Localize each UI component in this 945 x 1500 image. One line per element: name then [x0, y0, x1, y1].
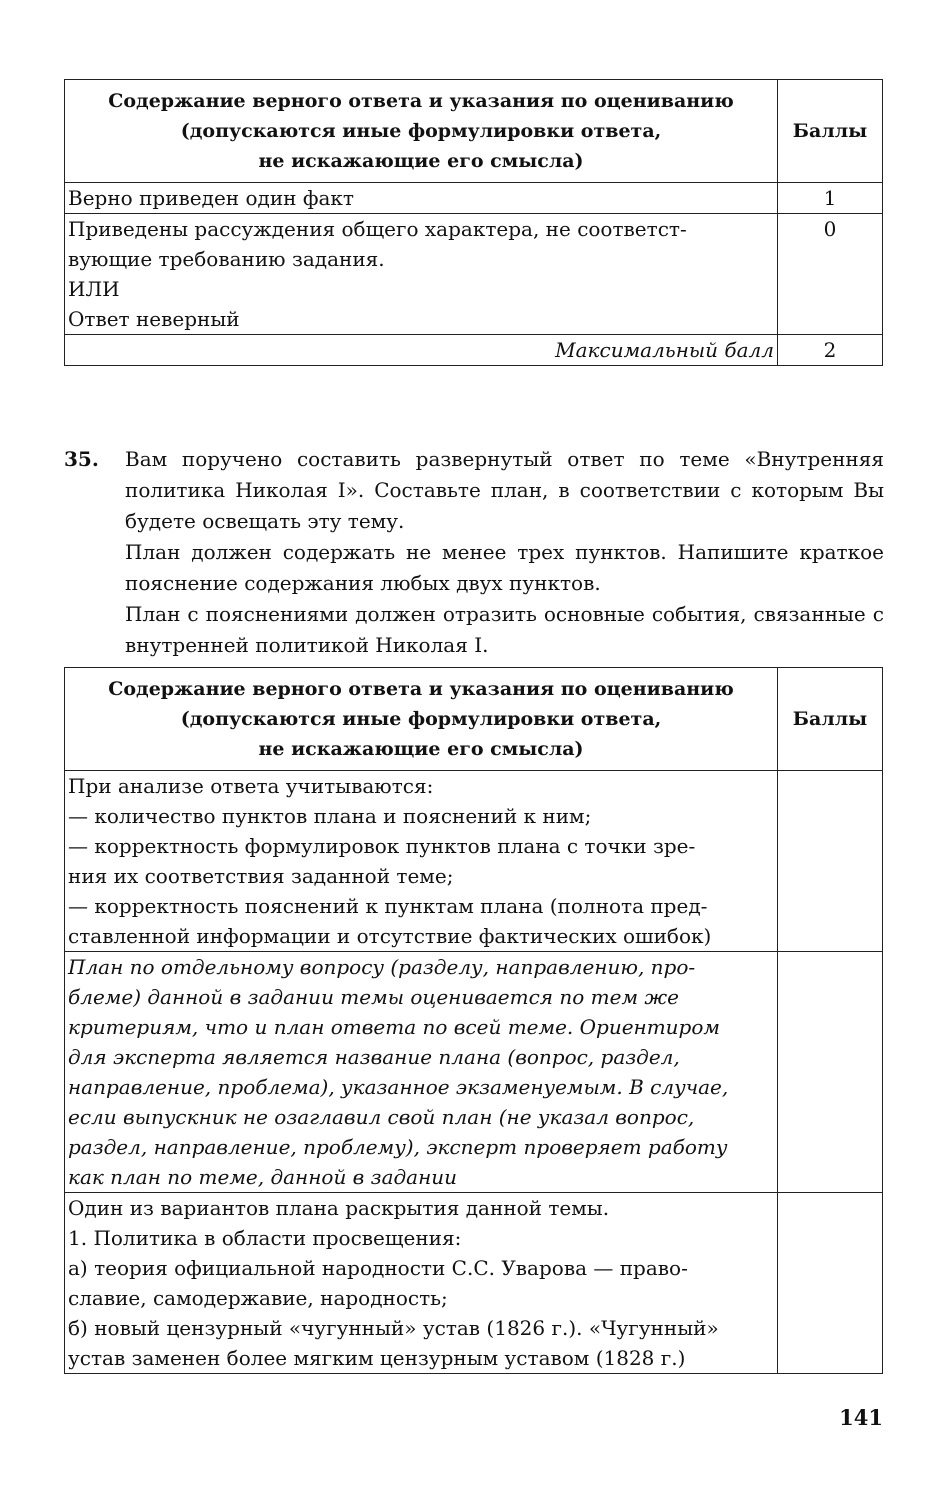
header-line: не искажающие его смысла) [258, 738, 584, 760]
score-cell: 1 [778, 183, 883, 214]
task-paragraph: План с пояснениями должен отразить основные события, связанные с внутренней политикой Николая I. [125, 602, 884, 657]
criteria-line: План по отдельному вопросу (разделу, направлению, про- [68, 955, 696, 979]
max-score-row [65, 335, 883, 366]
criteria-line: как план по теме, данной в задании [68, 1165, 458, 1189]
table-row [65, 771, 883, 952]
criteria-line: — корректность пояснений к пунктам плана (полнота пред- [68, 894, 708, 918]
header-line: (допускаются иные формулировки ответа, [180, 120, 662, 142]
criteria-line: — корректность формулировок пунктов плана с точки зре- [68, 834, 696, 858]
score-cell: 0 [778, 214, 883, 335]
task-35 [64, 444, 884, 661]
criteria-line: Один из вариантов плана раскрытия данной темы. [68, 1196, 610, 1220]
criteria-line: б) новый цензурный «чугунный» устав (1826 г.). «Чугунный» [68, 1316, 719, 1340]
task-paragraph: Вам поручено составить развернутый ответ по теме «Внутренняя политика Николая I». Составьте план, в соответствии с которым Вы будете освещать эту тему. [125, 447, 884, 533]
criteria-line: критериям, что и план ответа по всей теме. Ориентиром [68, 1015, 720, 1039]
grading-table-task-34 [64, 79, 883, 366]
table-row [65, 952, 883, 1193]
criteria-line: вующие требованию задания. [68, 247, 385, 271]
score-header: Баллы [778, 80, 883, 183]
criteria-line: Ответ неверный [68, 307, 240, 331]
table-row [65, 1193, 883, 1374]
criteria-line: ния их соответствия заданной теме; [68, 864, 454, 888]
table-header-row [65, 80, 883, 183]
task-number: 35. [64, 447, 99, 471]
criteria-line: Приведены рассуждения общего характера, не соответст- [68, 217, 687, 241]
criteria-cell [65, 1193, 778, 1374]
score-header: Баллы [778, 668, 883, 771]
criteria-line: славие, самодержавие, народность; [68, 1286, 448, 1310]
criteria-header [65, 668, 778, 771]
criteria-line: для эксперта является название плана (вопрос, раздел, [68, 1045, 680, 1069]
criteria-line: устав заменен более мягким цензурным уставом (1828 г.) [68, 1346, 686, 1370]
criteria-line: При анализе ответа учитываются: [68, 774, 434, 798]
header-line: Содержание верного ответа и указания по оцениванию [108, 90, 734, 112]
table-row [65, 183, 883, 214]
criteria-line: а) теория официальной народности С.С. Уварова — право- [68, 1256, 688, 1280]
score-cell [778, 771, 883, 952]
criteria-line: 1. Политика в области просвещения: [68, 1226, 462, 1250]
criteria-line: если выпускник не озаглавил свой план (не указал вопрос, [68, 1105, 695, 1129]
criteria-line: Верно приведен один факт [68, 186, 354, 210]
header-line: не искажающие его смысла) [258, 150, 584, 172]
criteria-line: — количество пунктов плана и пояснений к ним; [68, 804, 592, 828]
criteria-line: ставленной информации и отсутствие фактических ошибок) [68, 924, 712, 948]
max-score-value: 2 [778, 335, 883, 366]
max-score-label: Максимальный балл [65, 335, 778, 366]
grading-table-task-35 [64, 667, 883, 1374]
criteria-cell [65, 214, 778, 335]
page-number: 141 [839, 1405, 883, 1430]
table-row [65, 214, 883, 335]
criteria-header [65, 80, 778, 183]
header-line: Содержание верного ответа и указания по оцениванию [108, 678, 734, 700]
score-cell [778, 952, 883, 1193]
table-header-row [65, 668, 883, 771]
criteria-line: ИЛИ [68, 277, 120, 301]
criteria-cell [65, 952, 778, 1193]
criteria-cell [65, 771, 778, 952]
header-line: (допускаются иные формулировки ответа, [180, 708, 662, 730]
criteria-cell [65, 183, 778, 214]
criteria-line: направление, проблема), указанное экзаменуемым. В случае, [68, 1075, 729, 1099]
score-cell [778, 1193, 883, 1374]
criteria-line: блеме) данной в задании темы оценивается по тем же [68, 985, 679, 1009]
task-paragraph: План должен содержать не менее трех пунктов. Напишите краткое пояснение содержания любых двух пунктов. [125, 540, 884, 595]
criteria-line: раздел, направление, проблему), эксперт проверяет работу [68, 1135, 728, 1159]
